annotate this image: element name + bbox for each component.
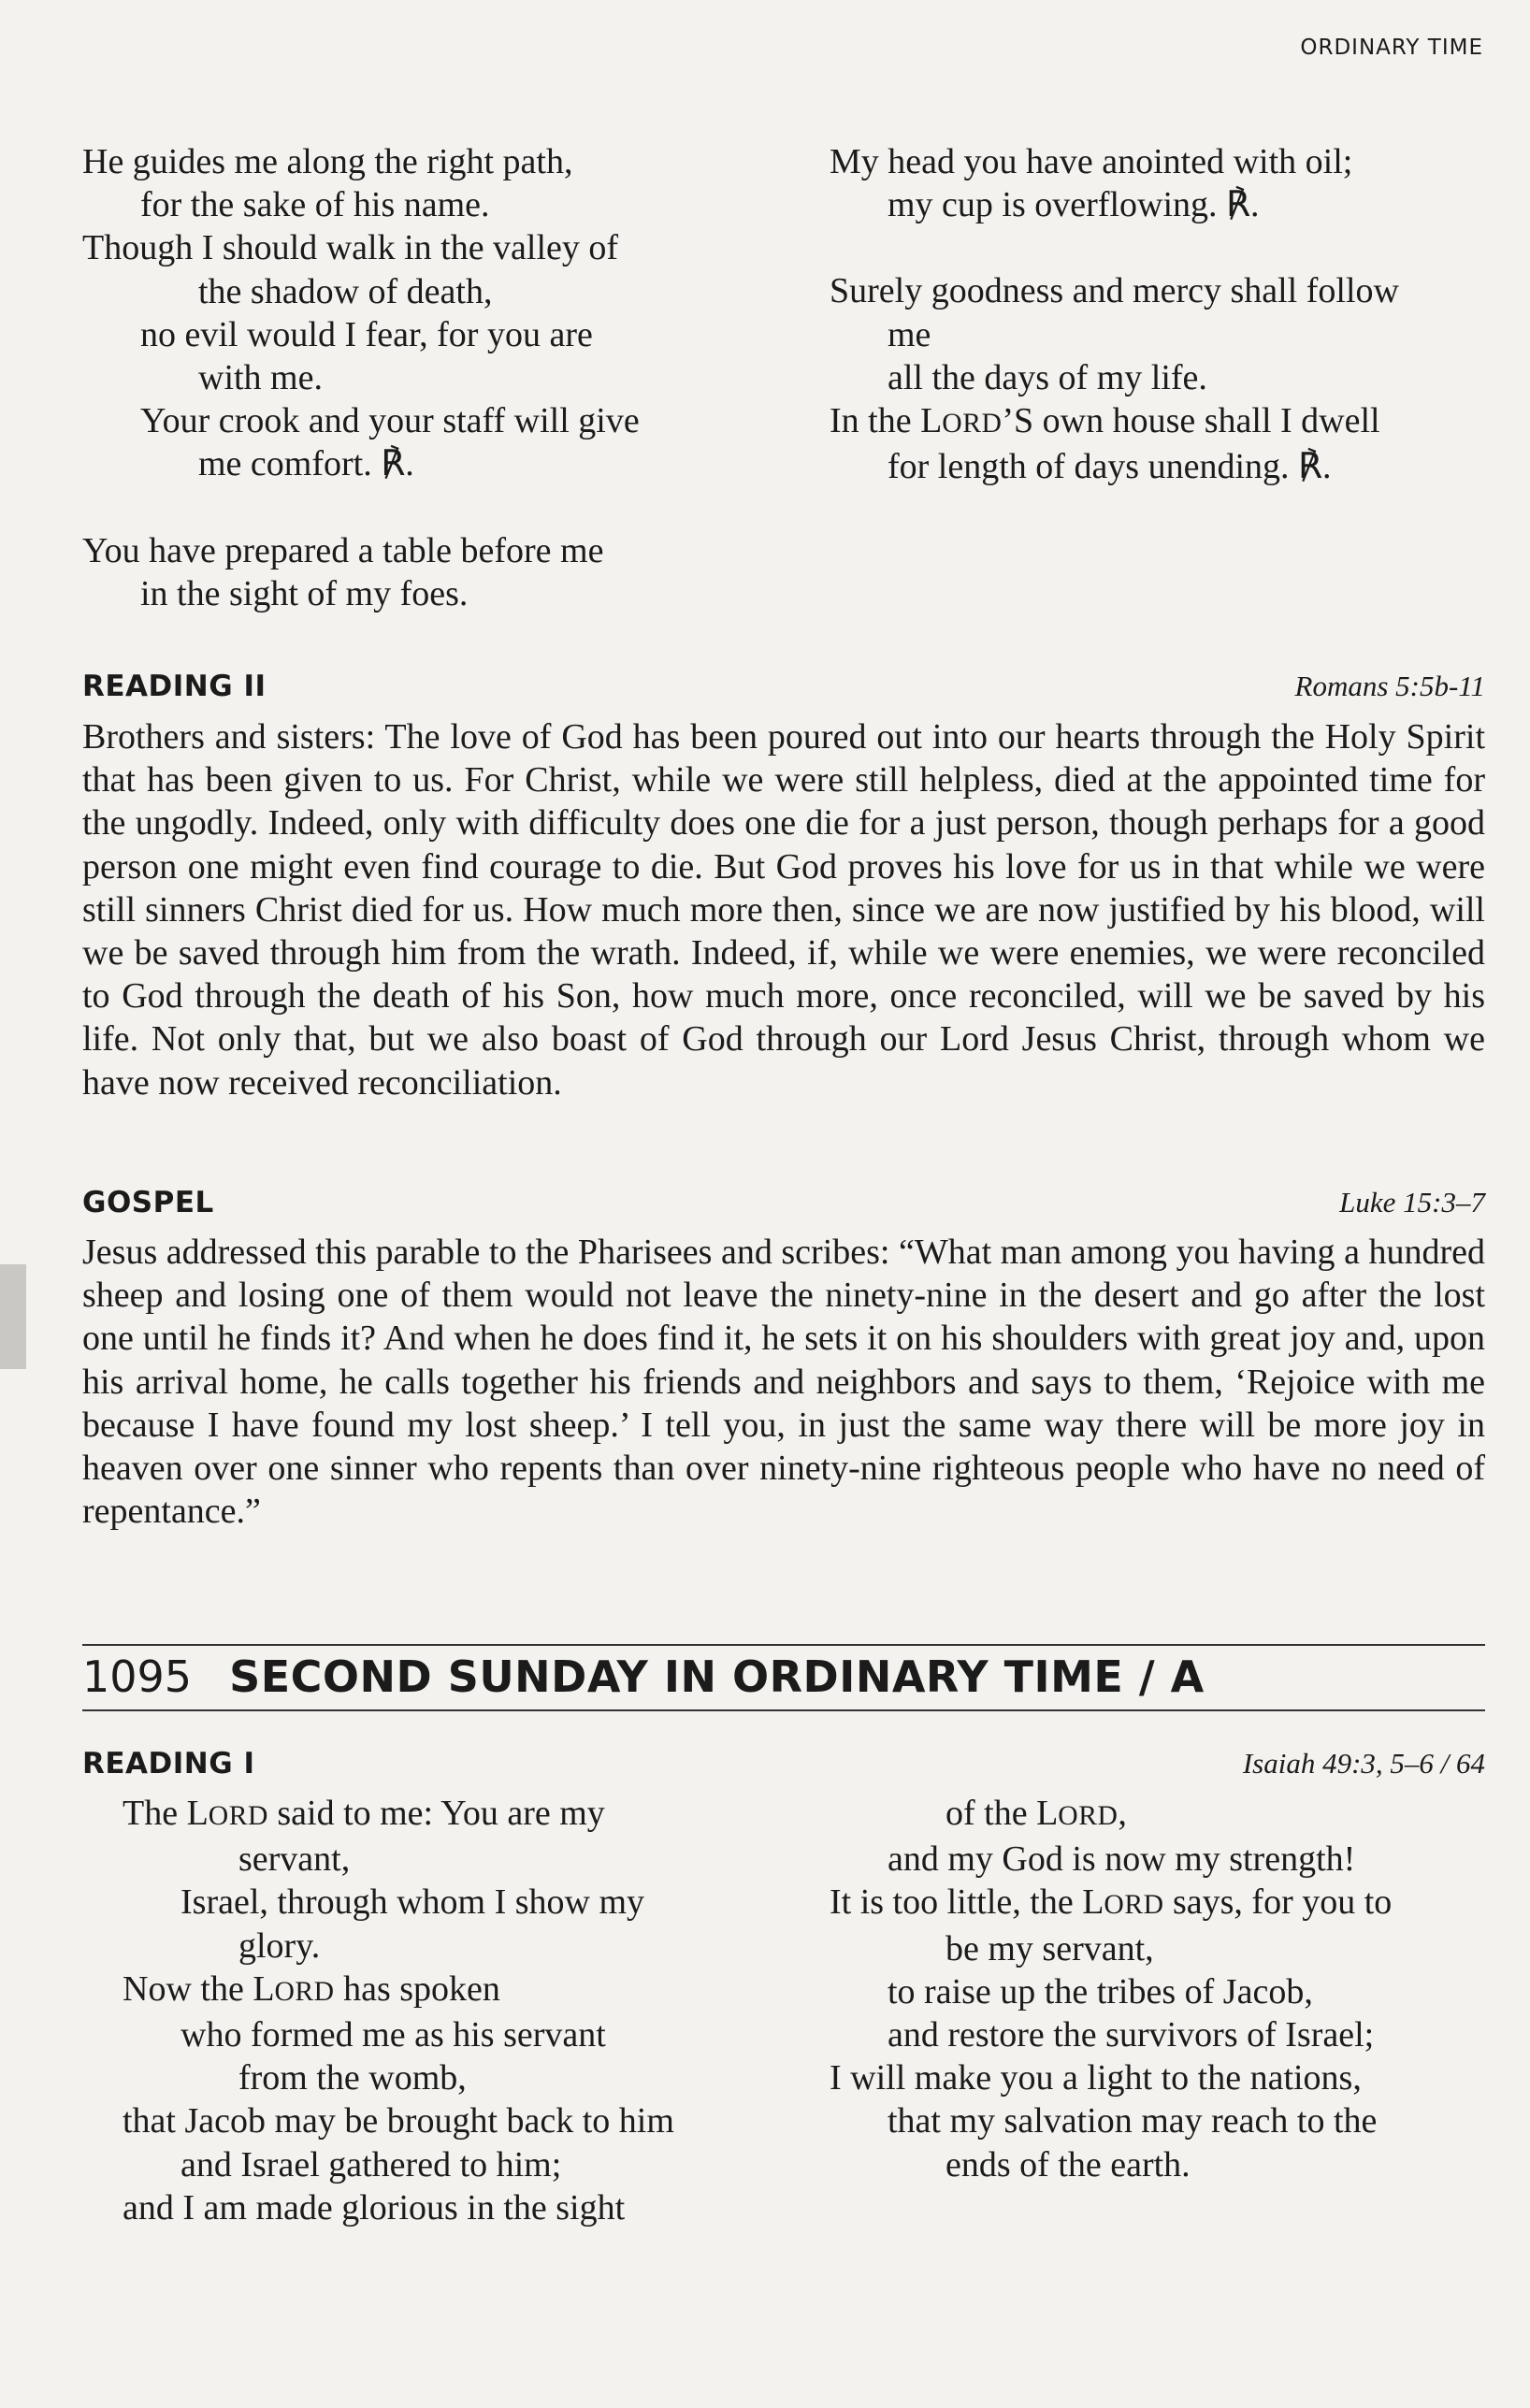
reading-1-line: be my servant, bbox=[945, 1928, 1154, 1968]
reading-1-line: who formed me as his servant bbox=[180, 2015, 606, 2055]
psalm-line: He guides me along the right path, bbox=[82, 142, 573, 181]
reading-1-line: Israel, through whom I show my bbox=[180, 1882, 645, 1923]
reading-2-citation: Romans 5:5b-11 bbox=[1294, 670, 1485, 702]
reading-1-line: and restore the survivors of Israel; bbox=[888, 2015, 1375, 2055]
reading-1-line: that Jacob may be brought back to him bbox=[123, 2101, 674, 2141]
psalm-line bbox=[82, 486, 640, 529]
reading-1-line: from the womb, bbox=[238, 2058, 467, 2098]
psalm-line: with me. bbox=[198, 358, 323, 398]
reading-1-line: that my salvation may reach to the bbox=[888, 2101, 1378, 2141]
running-head: ORDINARY TIME bbox=[1300, 36, 1483, 60]
psalm-line: My head you have anointed with oil; bbox=[830, 142, 1353, 181]
day-heading: SECOND SUNDAY IN ORDINARY TIME / A bbox=[229, 1651, 1205, 1702]
reading-1-right-column bbox=[830, 1792, 1392, 2186]
psalm-line: no evil would I fear, for you are bbox=[140, 314, 593, 354]
psalm-line: Though I should walk in the valley of bbox=[82, 228, 619, 268]
reading-1-line: I will make you a light to the nations, bbox=[830, 2058, 1362, 2098]
thumb-index-tab bbox=[0, 1264, 26, 1369]
psalm-line: Surely goodness and mercy shall follow bbox=[830, 271, 1399, 311]
psalm-line: all the days of my life. bbox=[888, 357, 1207, 397]
reading-2-label: READING II bbox=[82, 670, 267, 703]
psalm-line: Your crook and your staff will give bbox=[140, 401, 640, 441]
reading-1-line: of the LORD, bbox=[945, 1794, 1127, 1833]
reading-2-heading bbox=[82, 670, 1485, 703]
reading-1-heading bbox=[82, 1747, 1485, 1781]
psalm-line: me comfort. ℟. bbox=[198, 444, 414, 484]
psalm-line: for the sake of his name. bbox=[140, 185, 490, 225]
psalm-line: You have prepared a table before me bbox=[82, 530, 604, 570]
reading-1-left-column bbox=[123, 1792, 674, 2229]
reading-1-line: servant, bbox=[238, 1839, 351, 1880]
psalm-line: me bbox=[888, 314, 931, 354]
reading-1-line: The LORD said to me: You are my bbox=[123, 1794, 605, 1833]
reading-1-label: READING I bbox=[82, 1747, 255, 1781]
reading-1-line: and I am made glorious in the sight bbox=[123, 2187, 626, 2228]
psalm-line: the shadow of death, bbox=[198, 271, 493, 311]
psalm-line: for length of days unending. ℟. bbox=[888, 447, 1332, 487]
psalm-line: in the sight of my foes. bbox=[140, 573, 469, 613]
divider-bottom bbox=[82, 1709, 1485, 1711]
psalm-left-column bbox=[82, 140, 640, 615]
reading-1-line: ends of the earth. bbox=[945, 2144, 1191, 2185]
gospel-citation: Luke 15:3–7 bbox=[1339, 1186, 1485, 1218]
reading-1-line: glory. bbox=[238, 1925, 321, 1966]
reading-1-line: and my God is now my strength! bbox=[888, 1839, 1356, 1880]
reading-2-text: Brothers and sisters: The love of God has been poured out into our hearts through the Holy Spirit that has been given to us. For Christ, while we were still helpless, died at the appointed time for the ungodly. Indeed, only with difficulty does one die for a just person, though perhaps for a good person one might even find courage to die. But God proves his love for us in that while we were still sinners Christ died for us. How much more then, since we are now justified by his blood, will we be saved through him from the wrath. Indeed, if, while we were enemies, we were reconciled to God through the death of his Son, how much more, once reconciled, will we be saved by his life. Not only that, but we also boast of God through our Lord Jesus Christ, through whom we have now received reconciliation. bbox=[82, 717, 1485, 1103]
reading-1-citation: Isaiah 49:3, 5–6 / 64 bbox=[1242, 1747, 1485, 1780]
gospel-text: Jesus addressed this parable to the Pharisees and scribes: “What man among you having a hundred sheep and losing one of them would not leave the ninety-nine in the desert and go after the lost one until he finds it? And when he does find it, he sets it on his shoulders with great joy and, upon his arrival home, he calls together his friends and neighbors and says to them, ‘Rejoice with me because I have found my lost sheep.’ I tell you, in just the same way there will be more joy in heaven over one sinner who repents than over ninety-nine righteous people who have no need of repentance.” bbox=[82, 1233, 1485, 1532]
reading-1-line: It is too little, the LORD says, for you to bbox=[830, 1882, 1393, 1923]
reading-1-line: and Israel gathered to him; bbox=[180, 2144, 562, 2185]
day-number: 1095 bbox=[82, 1651, 193, 1702]
psalm-line bbox=[830, 226, 1399, 269]
reading-1-line: to raise up the tribes of Jacob, bbox=[888, 1971, 1313, 2011]
psalm-line: In the LORD’S own house shall I dwell bbox=[830, 401, 1380, 441]
gospel-label: GOSPEL bbox=[82, 1186, 214, 1219]
gospel-heading bbox=[82, 1186, 1485, 1219]
psalm-line: my cup is overflowing. ℟. bbox=[888, 185, 1260, 225]
psalm-right-column bbox=[830, 140, 1399, 488]
divider-top bbox=[82, 1644, 1485, 1646]
reading-1-line: Now the LORD has spoken bbox=[123, 1968, 500, 2009]
day-title bbox=[82, 1651, 1485, 1702]
